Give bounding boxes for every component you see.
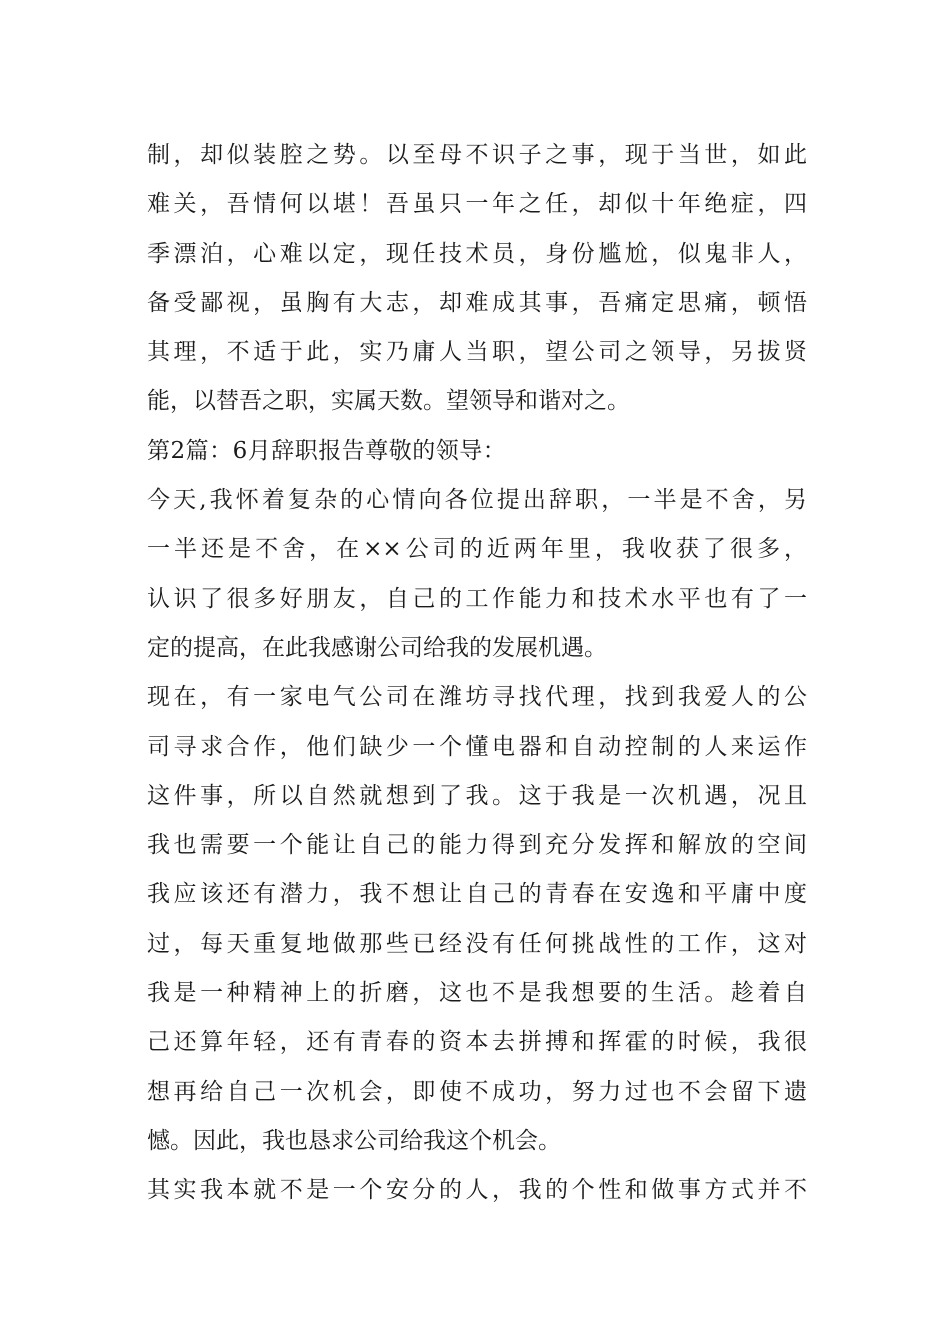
text-line: 我是一种精神上的折磨，这也不是我想要的生活。趁着自 bbox=[147, 980, 807, 1007]
text-line: 己还算年轻，还有青春的资本去拼搏和挥霍的时候，我很 bbox=[147, 1029, 807, 1056]
text-line: 憾。因此，我也恳求公司给我这个机会。 bbox=[147, 1127, 561, 1154]
text-line: 能，以替吾之职，实属天数。望领导和谐对之。 bbox=[147, 388, 630, 415]
text-line: 难关，吾情何以堪！吾虽只一年之任，却似十年绝症，四 bbox=[147, 191, 807, 218]
text-line: 我也需要一个能让自己的能力得到充分发挥和解放的空间 bbox=[147, 832, 807, 859]
text-line: 其实我本就不是一个安分的人，我的个性和做事方式并不 bbox=[147, 1177, 807, 1204]
text-line: 制，却似装腔之势。以至母不识子之事，现于当世，如此 bbox=[147, 142, 807, 168]
text-line: 这件事，所以自然就想到了我。这于我是一次机遇，况且 bbox=[147, 782, 807, 809]
text-line: 季漂泊，心难以定，现任技术员，身份尴尬，似鬼非人， bbox=[147, 240, 807, 267]
text-line: 想再给自己一次机会，即使不成功，努力过也不会留下遗 bbox=[147, 1078, 807, 1105]
text-line: 其理，不适于此，实乃庸人当职，望公司之领导，另拔贤 bbox=[147, 339, 807, 366]
text-line: 定的提高，在此我感谢公司给我的发展机遇。 bbox=[147, 634, 607, 661]
text-line: 备受鄙视，虽胸有大志，却难成其事，吾痛定思痛，顿悟 bbox=[147, 289, 807, 316]
text-line: 司寻求合作，他们缺少一个懂电器和自动控制的人来运作 bbox=[147, 733, 807, 760]
text-line: 认识了很多好朋友，自己的工作能力和技术水平也有了一 bbox=[147, 585, 807, 612]
text-line: 一半还是不舍，在××公司的近两年里，我收获了很多， bbox=[147, 536, 807, 563]
text-line: 现在，有一家电气公司在潍坊寻找代理，找到我爱人的公 bbox=[147, 684, 807, 711]
text-line: 过，每天重复地做那些已经没有任何挑战性的工作，这对 bbox=[147, 930, 807, 957]
section-heading: 第2篇：6月辞职报告尊敬的领导： bbox=[147, 437, 507, 464]
text-line: 我应该还有潜力，我不想让自己的青春在安逸和平庸中度 bbox=[147, 881, 807, 908]
document-page bbox=[147, 131, 807, 1216]
text-line: 今天,我怀着复杂的心情向各位提出辞职，一半是不舍，另 bbox=[147, 487, 807, 514]
